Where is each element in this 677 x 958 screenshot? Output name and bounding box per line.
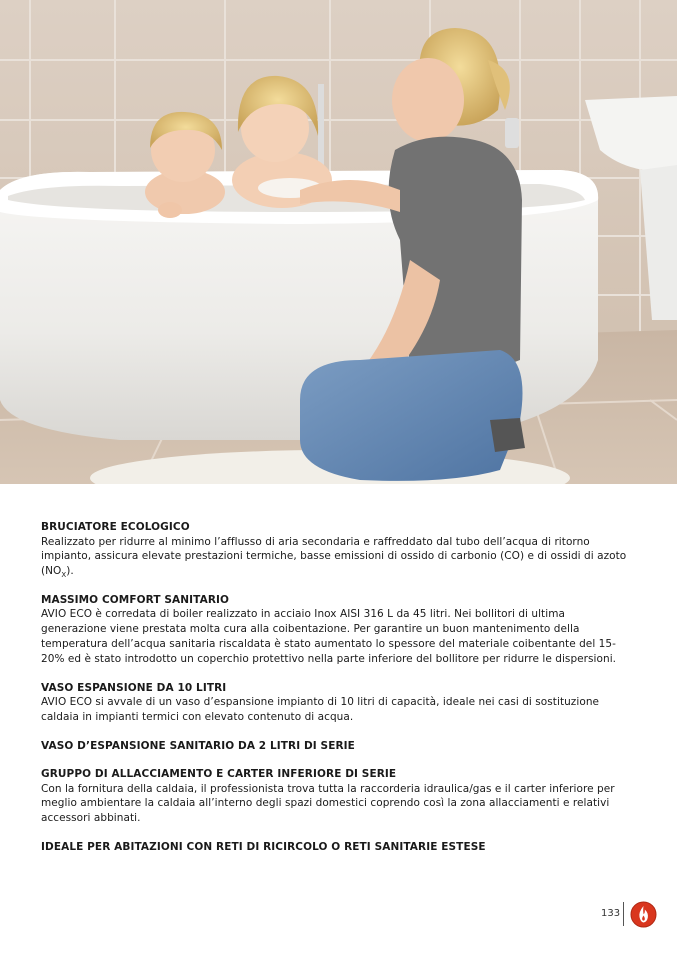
feature-title: BRUCIATORE ECOLOGICO	[41, 521, 190, 533]
feature-title: MASSIMO COMFORT SANITARIO	[41, 593, 230, 606]
footer-divider	[623, 902, 624, 926]
feature-body: Realizzato per ridurre al minimo l’afflusso di aria secondaria e raffreddato dal tubo dell’acqua di ritorno impianto, assicura elevate prestazioni termiche, basse emissioni di ossido di carbonio (CO) e di ossidi di azoto $(NO_X)$.	[41, 535, 627, 580]
feature-title: VASO ESPANSIONE DA 10 LITRI	[41, 681, 227, 694]
feature-section	[41, 739, 631, 754]
subscript-x: X	[61, 571, 67, 580]
feature-body: AVIO ECO si avvale di un vaso d’espansione impianto di 10 litri di capacità, ideale nei casi di sostituzione caldaia in impianti termici con elevato contenuto di acqua.	[41, 696, 600, 723]
feature-title: IDEALE PER ABITAZIONI CON RETI DI RICIRCOLO O RETI SANITARIE ESTESE	[41, 841, 486, 854]
feature-title: GRUPPO DI ALLACCIAMENTO E CARTER INFERIORE DI SERIE	[41, 768, 397, 781]
page-number: 133	[601, 908, 621, 919]
flame-logo-icon	[630, 901, 657, 928]
feature-section	[41, 520, 631, 579]
features-list	[41, 520, 631, 869]
feature-section	[41, 681, 631, 725]
feature-body: AVIO ECO è corredata di boiler realizzato in acciaio Inox AISI 316 L da 45 litri. Nei bollitori di ultima generazione viene prestata molta cura alla coibentazione. Per garantire un buon mantenimento della temperatura dell’acqua sanitaria riscaldata è stato aumentato lo spessore del materiale coibentante del 15-20% ed è stato introdotto un coperchio protettivo nella parte inferiore del bollitore per ridurre le dispersioni.	[41, 608, 617, 665]
feature-body: Con la fornitura della caldaia, il professionista trova tutta la raccorderia idraulica/gas e il carter inferiore per meglio ambientare la caldaia all’interno degli spazi domestici coprendo così la zona allacciamenti e relativi accessori abbinati.	[41, 782, 615, 825]
feature-section	[41, 593, 631, 667]
feature-section	[41, 767, 631, 826]
feature-title: VASO D’ESPANSIONE SANITARIO DA 2 LITRI DI SERIE	[41, 739, 355, 752]
feature-section	[41, 840, 631, 855]
